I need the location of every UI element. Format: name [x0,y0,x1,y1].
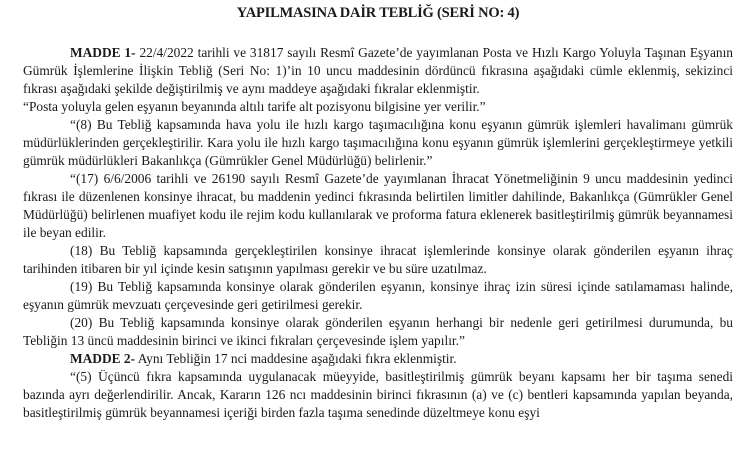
document-page [23,0,733,422]
article-1-label: MADDE 1- [70,45,136,60]
paragraph-18: (18) Bu Tebliğ kapsamında gerçekleştirilen konsinye ihracat işlemlerinde konsinye olarak gönderilen eşyanın ihraç tarihinden itibaren bir yıl içinde kesin satışının yapılması gerekir ve bu süre uzatılmaz. [23,243,733,276]
paragraph-posta: “Posta yoluyla gelen eşyanın beyanında altılı tarife alt pozisyonu bilgisine yer verilir.” [23,99,486,114]
spacer [23,22,733,44]
paragraph-5: “(5) Üçüncü fıkra kapsamında uygulanacak müeyyide, basitleştirilmiş gümrük beyanı kapsamı her bir taşıma senedi bazında ayrı değerlendirilir. Ancak, Kararın 126 ncı maddesinin birinci fıkrasının (a) ve (c) bentleri kapsamında yapılan beyanda, basitleştirilmiş gümrük beyannamesi içeriği birden fazla taşıma senedinde düzeltmeye konu eşyi [23,369,733,420]
article-2 [23,350,733,368]
article-2-label: MADDE 2- [70,351,136,366]
paragraph-17: “(17) 6/6/2006 tarihli ve 26190 sayılı Resmî Gazete’de yayımlanan İhracat Yönetmeliğinin 9 uncu maddesinin yedinci fıkrası ile düzenlenen konsinye ihracat, bu maddenin yedinci fıkrasında belirtilen limitler dahilinde, Bakanlıkça (Gümrükler Genel Müdürlüğü) belirlenen muafiyet kodu ile rejim kodu kullanılarak ve proforma fatura eklenerek basitleştirilmiş gümrük beyannamesi ile beyan edilir. [23,171,733,240]
paragraph-8: “(8) Bu Tebliğ kapsamında hava yolu ile hızlı kargo taşımacılığına konu eşyanın gümrük işlemleri havalimanı gümrük müdürlüklerinden gerçekleştirilir. Kara yolu ile hızlı kargo taşımacılığına konu eşyanın gümrük işlemlerini gerçekleştirmeye yetkili gümrük müdürlükleri Bakanlıkça (Gümrükler Genel Müdürlüğü) belirlenir.” [23,117,733,168]
article-1-text: 22/4/2022 tarihli ve 31817 sayılı Resmî Gazete’de yayımlanan Posta ve Hızlı Kargo Yoluyla Taşınan Eşyanın Gümrük İşlemlerine İlişkin Tebliğ (Seri No: 1)’in 10 uncu maddesinin dördüncü fıkrasına aşağıdaki cümle eklenmiş, sekizinci fıkrası aşağıdaki şekilde değiştirilmiş ve aynı maddeye aşağıdaki fıkralar eklenmiştir. [23,45,733,96]
paragraph-20: (20) Bu Tebliğ kapsamında konsinye olarak gönderilen eşyanın herhangi bir nedenle geri getirilmesi durumunda, bu Tebliğin 13 üncü maddesinin birinci ve ikinci fıkraları çerçevesinde işlem yapılır.” [23,315,733,348]
article-2-text: Aynı Tebliğin 17 nci maddesine aşağıdaki fıkra eklenmiştir. [135,351,457,366]
article-1 [23,44,733,98]
paragraph-19: (19) Bu Tebliğ kapsamında konsinye olarak gönderilen eşyanın, konsinye ihraç izin süresi içinde satılamaması halinde, eşyanın gümrük mevzuatı çerçevesinde geri getirilmesi gerekir. [23,279,733,312]
document-title: YAPILMASINA DAİR TEBLİĞ (SERİ NO: 4) [236,5,520,21]
